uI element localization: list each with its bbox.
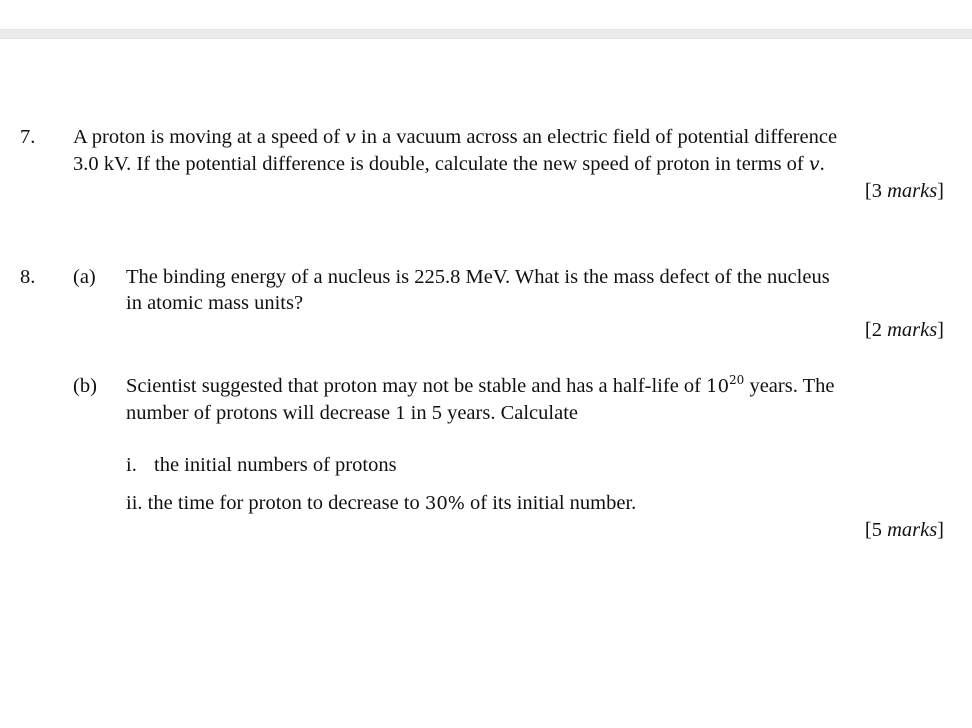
marks-label [865,317,944,343]
text: Scientist suggested that proton may not be stable and has a half-life of [126,375,707,397]
marks-value: 2 [871,319,882,341]
bracket: ] [937,180,944,202]
math-variable-v: v [345,126,356,148]
question-number: 8. [20,266,36,288]
text: 3.0 kV. If the potential difference is double, calculate the new speed of proton in terms of [73,153,809,175]
math-variable-v: v [808,153,820,175]
text: years. The [744,375,835,397]
marks-value: 3 [871,180,882,202]
question-8a-line-2: in atomic mass units? [126,292,304,314]
marks-word: marks [887,180,938,202]
math-exponent: 20 [729,373,745,387]
question-8a-line-1: The binding energy of a nucleus is 225.8 MeV. What is the mass defect of the nucleus [126,266,830,288]
text: . [819,153,825,175]
bracket: [ [864,319,872,341]
subpart-label: ii. [126,492,143,514]
question-7-line-1 [73,124,837,150]
marks-word: marks [887,519,938,541]
marks-value: 5 [871,519,882,541]
subpart-ii [126,490,636,517]
bracket: [ [864,519,872,541]
marks-word: marks [887,319,938,341]
part-label: (b) [73,375,97,397]
text: A proton is moving at a speed of [73,126,346,148]
subpart-i [126,452,397,478]
question-8b-line-2: number of protons will decrease 1 in 5 years. Calculate [126,402,578,424]
text: the initial numbers of protons [154,454,397,476]
text: of its initial number. [464,492,637,514]
part-label: (a) [73,266,96,288]
bracket: ] [937,319,944,341]
question-number: 7. [20,126,36,148]
bracket: [ [864,180,872,202]
subpart-label: i. [126,454,137,476]
marks-label [865,178,944,204]
text: the time for proton to decrease to [147,492,425,514]
question-7-line-2 [73,151,825,177]
text: in a vacuum across an electric field of potential difference [355,126,838,148]
math-base: 10 [706,376,730,397]
bracket: ] [937,519,944,541]
top-toolbar-strip [0,29,972,39]
math-percent: 30% [424,493,465,514]
question-8b-line-1 [126,373,834,400]
marks-label [865,517,944,543]
